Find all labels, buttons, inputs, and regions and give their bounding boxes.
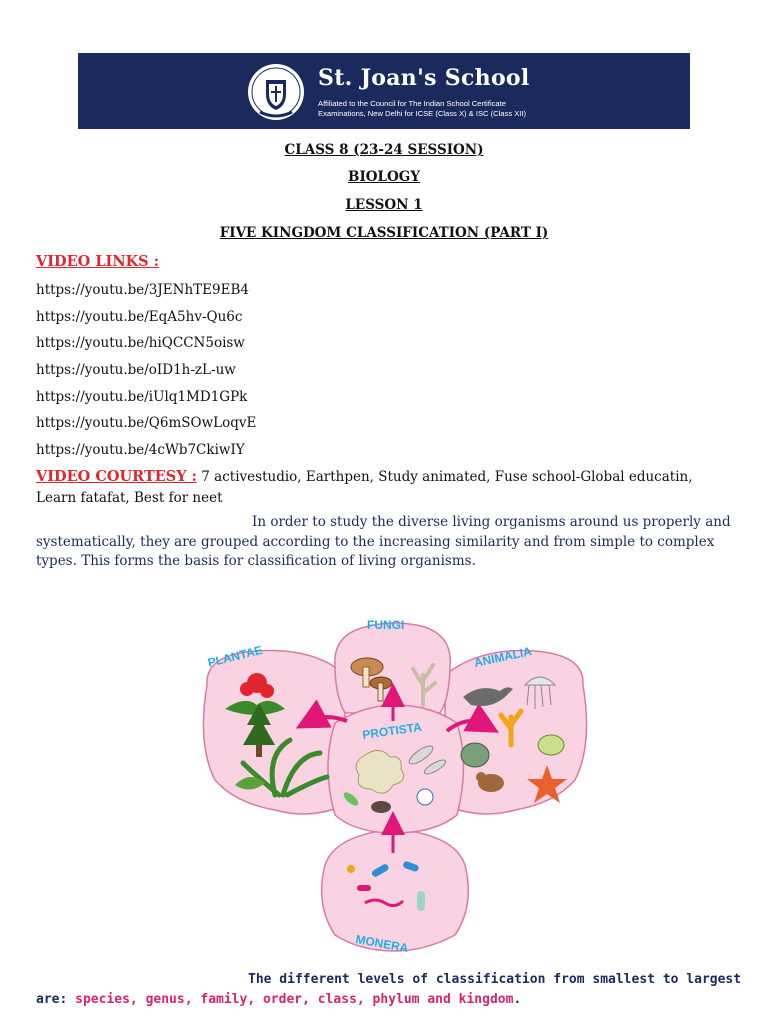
topic-heading: FIVE KINGDOM CLASSIFICATION (PART I) (219, 225, 549, 241)
animalia-petal (445, 651, 587, 815)
subject-heading: BIOLOGY (348, 169, 420, 185)
fungi-label: FUNGI (367, 618, 405, 632)
diatom-icon (417, 789, 433, 805)
lesson-heading: LESSON 1 (345, 197, 423, 213)
video-courtesy-text: 7 activestudio, Earthpen, Study animated, Fuse school-Global educatin, Learn fatafat, Best for neet (36, 469, 693, 506)
video-link[interactable]: https://youtu.be/EqA5hv-Qu6c (36, 309, 243, 325)
affiliation-text: Affiliated to the Council for The Indian School Certificate Examinations, New Delhi for ICSE (Class X) & ISC (Class XII) (318, 99, 527, 118)
monera-petal (322, 829, 469, 951)
shell-icon (461, 743, 489, 767)
levels-highlight: species, genus, family, order, class, phylum and kingdom (75, 992, 514, 1007)
protista-label: PROTISTA (361, 719, 423, 742)
video-courtesy-label: VIDEO COURTESY : (36, 468, 198, 485)
school-name: St. Joan's School (318, 65, 530, 91)
video-link[interactable]: https://youtu.be/3JENhTE9EB4 (36, 282, 249, 298)
five-kingdom-diagram (195, 605, 595, 965)
video-courtesy (36, 466, 736, 509)
plantae-label: PLANTAE (206, 642, 264, 670)
video-link[interactable]: https://youtu.be/oID1h-zL-uw (36, 362, 236, 378)
video-link[interactable]: https://youtu.be/Q6mSOwLoqvE (36, 415, 257, 431)
monera-label: MONERA (354, 932, 410, 956)
intro-paragraph: In order to study the diverse living organisms around us properly and systematically, they are grouped according to the increasing similarity and from simple to complex types. This forms the basis for classification of living organisms. (36, 514, 731, 569)
animalia-label: ANIMALIA (472, 644, 534, 670)
video-link[interactable]: https://youtu.be/4cWb7CkiwIY (36, 442, 245, 458)
school-crest-icon (246, 62, 306, 122)
class-heading: CLASS 8 (23-24 SESSION) (284, 142, 484, 158)
video-link[interactable]: https://youtu.be/hiQCCN5oisw (36, 335, 245, 351)
classification-levels: The different levels of classification from smallest to largest are: species, genus, family, order, class, phylum and kingdom. (36, 972, 742, 1007)
video-link[interactable]: https://youtu.be/iUlq1MD1GPk (36, 389, 248, 405)
frog-icon (538, 735, 564, 755)
video-links-label: VIDEO LINKS : (36, 253, 160, 270)
school-banner (78, 53, 690, 129)
